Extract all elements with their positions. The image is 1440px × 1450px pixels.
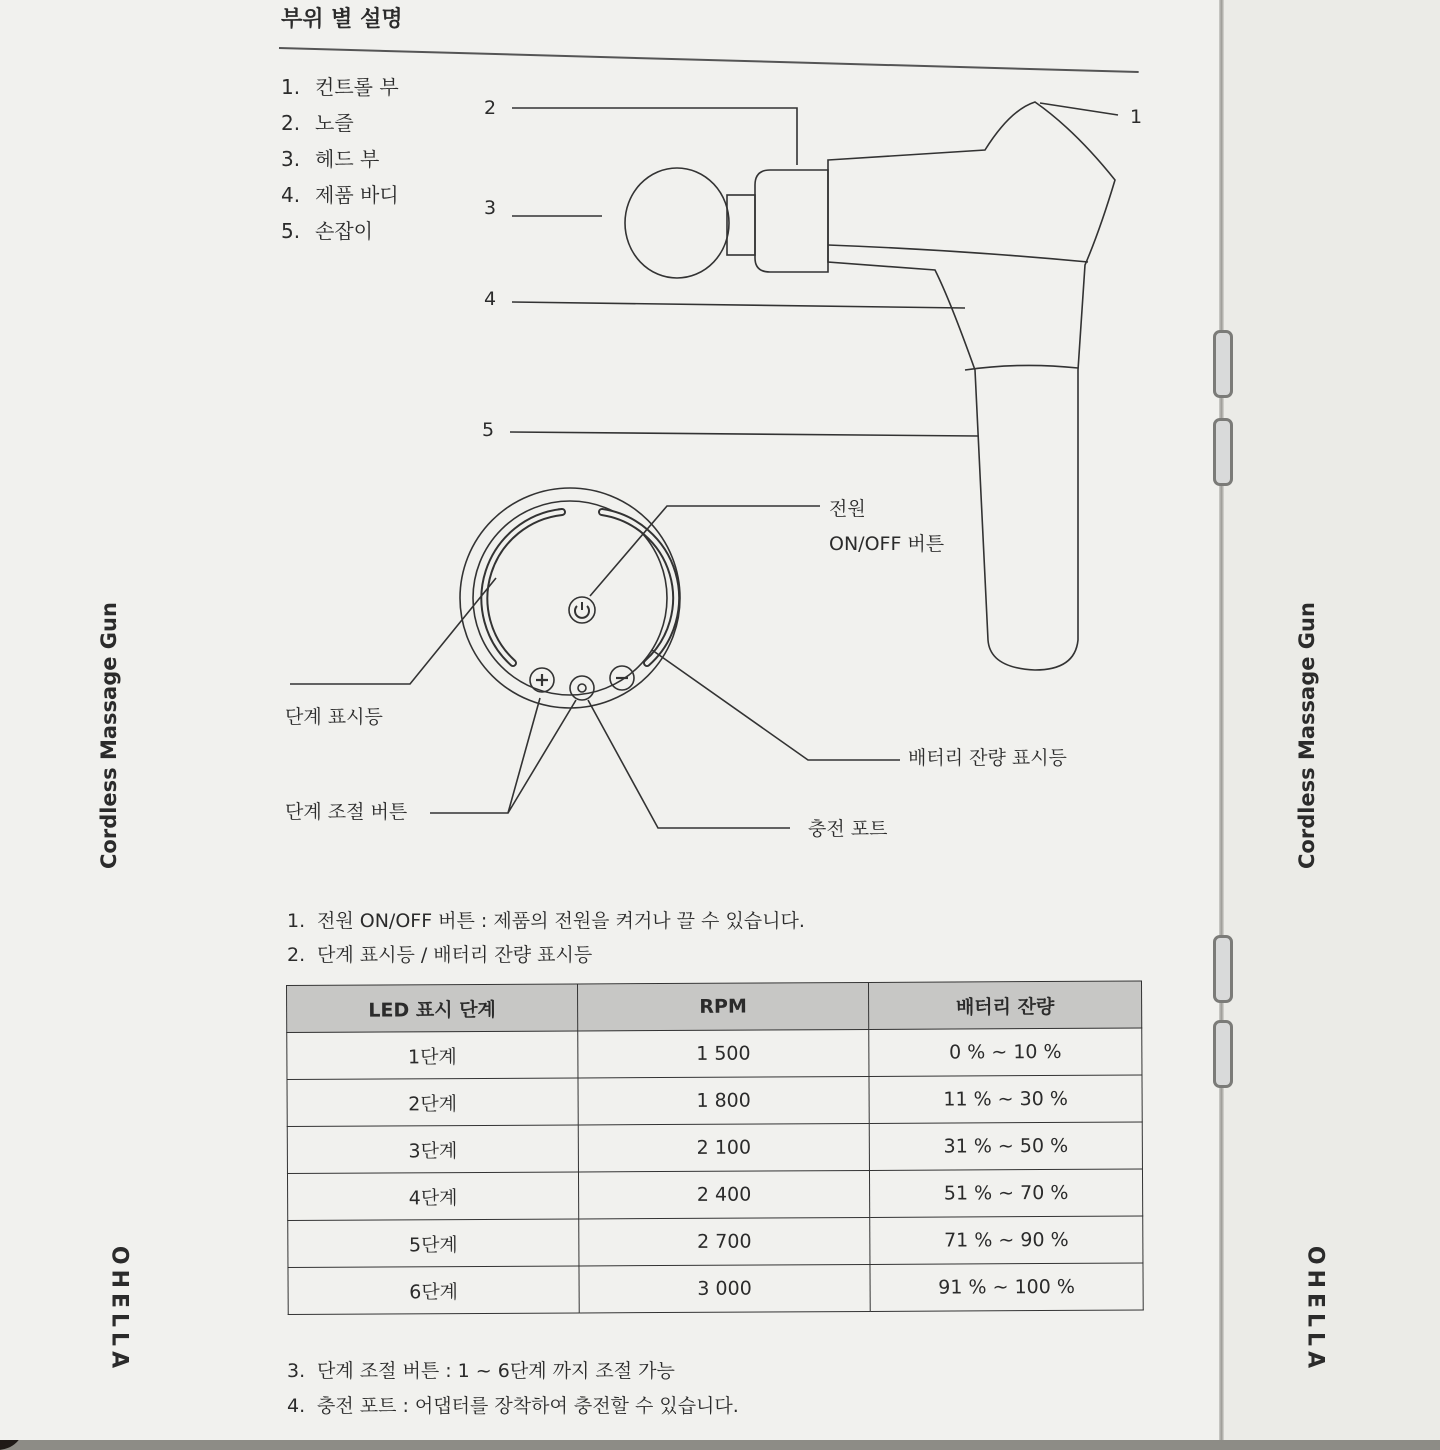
gun-body-outline (828, 102, 1115, 670)
table-cell: 2 700 (579, 1217, 870, 1266)
callout-line-5 (510, 432, 978, 436)
callout-number-1: 1 (1130, 106, 1143, 128)
table-row (287, 1028, 1142, 1079)
level-button-label: 단계 조절 버튼 (285, 801, 408, 823)
list-number: 5. (281, 219, 301, 243)
table-cell: 51 % ~ 70 % (869, 1169, 1142, 1217)
list-number: 4. (281, 183, 301, 207)
charge-port-label: 충전 포트 (808, 818, 888, 840)
brand-logo-left: OHELLA (106, 1245, 132, 1374)
gun-neck (727, 195, 755, 255)
table-cell: 6단계 (288, 1266, 579, 1315)
list-label: 컨트롤 부 (315, 75, 399, 99)
callout-level-button (430, 698, 576, 813)
callout-line-2 (512, 108, 797, 165)
list-number: 2. (287, 944, 306, 966)
list-label: 제품 바디 (315, 183, 399, 207)
description-text: 단계 표시등 / 배터리 잔량 표시등 (317, 944, 593, 966)
list-number: 4. (287, 1395, 306, 1417)
power-label-line2: ON/OFF 버튼 (829, 533, 945, 555)
list-label: 노즐 (315, 111, 354, 135)
table-row (287, 1075, 1142, 1126)
description-3 (287, 1356, 675, 1383)
gun-head-ball (625, 168, 729, 278)
table-header: RPM (577, 982, 868, 1031)
led-level-table (286, 981, 1144, 1315)
table-header-row (287, 981, 1142, 1032)
plus-icon (536, 674, 548, 686)
description-1 (287, 906, 805, 933)
list-number: 1. (287, 910, 306, 932)
table-cell: 1 800 (578, 1076, 869, 1125)
table-header: 배터리 잔량 (868, 981, 1141, 1029)
charge-port-hole (578, 684, 586, 692)
list-label: 헤드 부 (315, 147, 380, 171)
table-cell: 11 % ~ 30 % (869, 1075, 1142, 1123)
table-cell: 3단계 (287, 1125, 578, 1174)
description-text: 단계 조절 버튼 : 1 ~ 6단계 까지 조절 가능 (317, 1360, 675, 1382)
table-cell: 31 % ~ 50 % (869, 1122, 1142, 1170)
table-cell: 5단계 (288, 1219, 579, 1268)
brand-logo-right: OHELLA (1302, 1245, 1328, 1374)
table-cell: 71 % ~ 90 % (870, 1216, 1143, 1264)
callout-battery (652, 650, 900, 760)
level-indicator-label: 단계 표시등 (285, 706, 383, 728)
table-row (287, 1122, 1142, 1173)
table-header: LED 표시 단계 (287, 984, 578, 1033)
staple-bottom-2 (1213, 1020, 1233, 1088)
gun-band-line (828, 245, 1088, 262)
callout-charge-port (588, 700, 790, 828)
callout-number-4: 4 (484, 288, 497, 310)
list-number: 2. (281, 111, 301, 135)
table-cell: 1단계 (287, 1031, 578, 1080)
callout-number-3: 3 (484, 197, 497, 219)
table-cell: 91 % ~ 100 % (870, 1263, 1143, 1311)
gun-nozzle (755, 170, 828, 272)
next-page-edge (1222, 0, 1440, 1440)
list-number: 3. (281, 147, 301, 171)
description-2 (287, 940, 592, 967)
charge-port (570, 676, 594, 700)
table-cell: 4단계 (287, 1172, 578, 1221)
callout-line-4 (512, 302, 965, 308)
table-cell: 0 % ~ 10 % (869, 1028, 1142, 1076)
power-icon (575, 602, 589, 618)
description-4 (287, 1391, 739, 1418)
table-cell: 2단계 (287, 1078, 578, 1127)
description-text: 충전 포트 : 어댑터를 장착하여 충전할 수 있습니다. (317, 1395, 739, 1417)
callout-line-1 (1040, 103, 1118, 115)
list-label: 손잡이 (315, 219, 373, 243)
list-number: 3. (287, 1360, 306, 1382)
callout-number-5: 5 (482, 419, 495, 441)
table-row (288, 1216, 1143, 1267)
table-cell: 2 400 (578, 1170, 869, 1219)
battery-indicator-arc-inner (602, 512, 676, 663)
battery-indicator-label: 배터리 잔량 표시등 (908, 747, 1067, 769)
list-number: 1. (281, 75, 301, 99)
table-cell: 2 100 (578, 1123, 869, 1172)
description-text: 전원 ON/OFF 버튼 : 제품의 전원을 켜거나 끌 수 있습니다. (317, 910, 805, 932)
table-row (288, 1263, 1143, 1314)
section-title: 부위 별 설명 (281, 7, 403, 32)
gun-handle-line (965, 365, 1078, 370)
side-product-name-left: Cordless Massage Gun (97, 602, 121, 869)
table-cell: 1 500 (578, 1029, 869, 1078)
side-product-name-right: Cordless Massage Gun (1295, 602, 1319, 869)
table-cell: 3 000 (579, 1264, 870, 1313)
callout-number-2: 2 (484, 97, 497, 119)
table-row (287, 1169, 1142, 1220)
power-label-line1: 전원 (829, 498, 866, 520)
staple-bottom (1213, 935, 1233, 1003)
control-dial-outer (460, 488, 680, 708)
